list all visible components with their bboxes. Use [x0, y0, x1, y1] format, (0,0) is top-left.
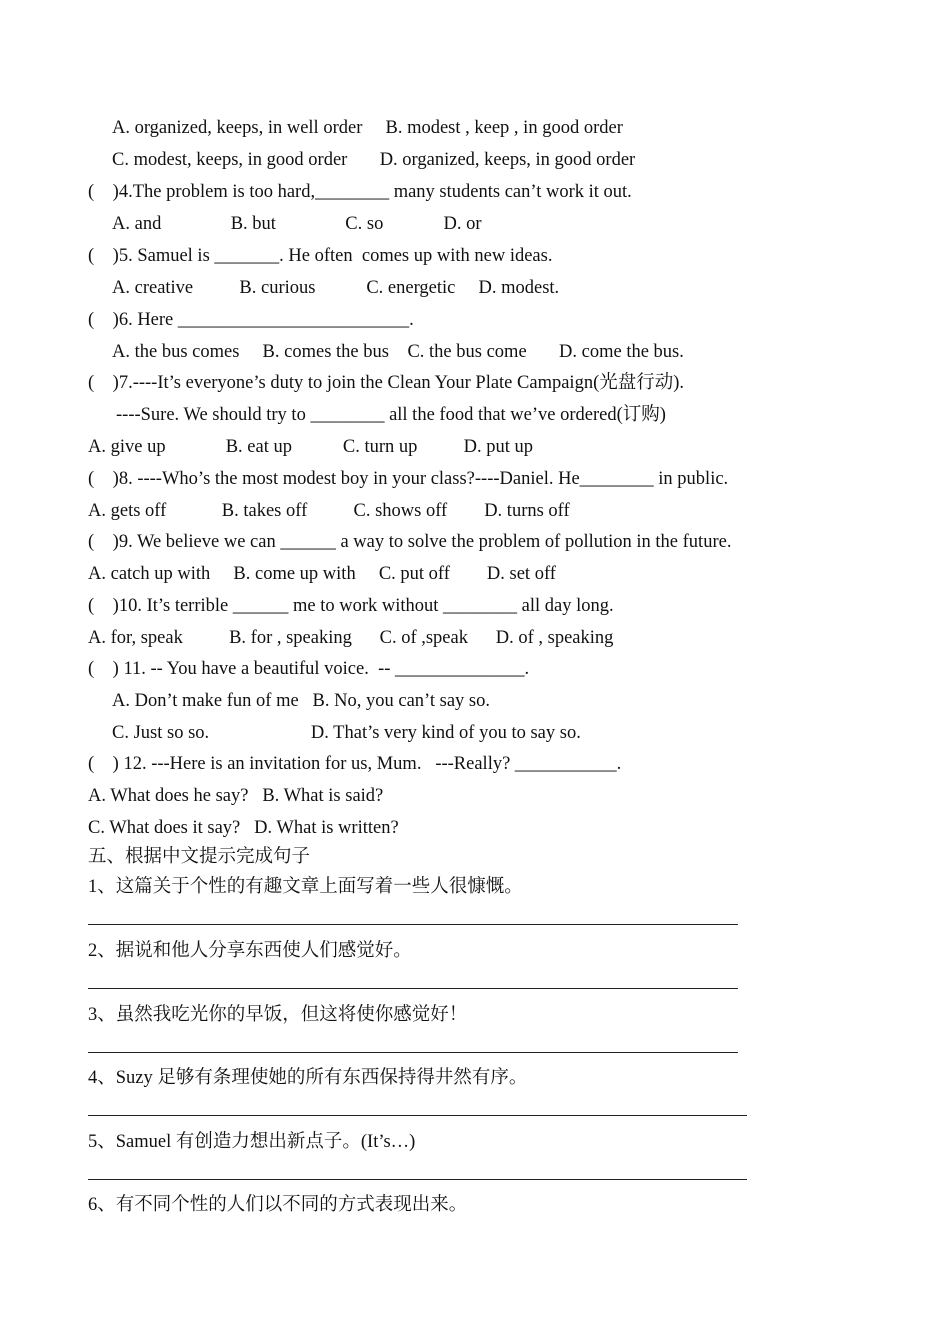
question-4-options: A. and B. but C. so D. or: [112, 214, 482, 234]
question-11-options-ab: A. Don’t make fun of me B. No, you can’t say so.: [112, 691, 490, 711]
question-9-options: A. catch up with B. come up with C. put off D. set off: [88, 564, 556, 584]
translation-item-4: 4、Suzy 足够有条理使她的所有东西保持得井然有序。: [88, 1068, 528, 1088]
question-8-stem: ( )8. ----Who’s the most modest boy in your class?----Daniel. He________ in public.: [88, 469, 729, 489]
answer-line-4: [88, 1115, 747, 1116]
answer-line-3: [88, 1052, 738, 1053]
question-10-options: A. for, speak B. for , speaking C. of ,speak D. of , speaking: [88, 628, 614, 648]
question-11-options-cd: C. Just so so. D. That’s very kind of you to say so.: [112, 723, 581, 743]
translation-item-3: 3、虽然我吃光你的早饭，但这将使你感觉好！: [88, 1005, 468, 1025]
question-7-reply: ----Sure. We should try to ________ all the food that we’ve ordered(订购): [116, 405, 666, 425]
answer-line-5: [88, 1179, 747, 1180]
question-5-stem: ( )5. Samuel is _______. He often comes up with new ideas.: [88, 246, 553, 266]
question-12-options-ab: A. What does he say? B. What is said?: [88, 786, 384, 806]
question-6-options: A. the bus comes B. comes the bus C. the bus come D. come the bus.: [112, 342, 684, 362]
translation-item-2: 2、据说和他人分享东西使人们感觉好。: [88, 941, 412, 961]
translation-item-5: 5、Samuel 有创造力想出新点子。(It’s…): [88, 1132, 416, 1152]
question-12-stem: ( ) 12. ---Here is an invitation for us, Mum. ---Really? ___________.: [88, 754, 622, 774]
question-9-stem: ( )9. We believe we can ______ a way to solve the problem of pollution in the future.: [88, 532, 732, 552]
question-11-stem: ( ) 11. -- You have a beautiful voice. -- ______________.: [88, 659, 530, 679]
translation-item-1: 1、这篇关于个性的有趣文章上面写着一些人很慷慨。: [88, 877, 523, 897]
answer-line-1: [88, 924, 738, 925]
question-5-options: A. creative B. curious C. energetic D. modest.: [112, 278, 560, 298]
section-5-heading: 五、根据中文提示完成句子: [88, 847, 311, 867]
question-7-stem: ( )7.----It’s everyone’s duty to join the Clean Your Plate Campaign(光盘行动).: [88, 373, 685, 393]
question-4-stem: ( )4.The problem is too hard,________ many students can’t work it out.: [88, 182, 632, 202]
question-3-options-ab: A. organized, keeps, in well order B. modest , keep , in good order: [112, 118, 623, 138]
answer-line-2: [88, 988, 738, 989]
question-7-options: A. give up B. eat up C. turn up D. put up: [88, 437, 534, 457]
question-6-stem: ( )6. Here _________________________.: [88, 310, 414, 330]
question-10-stem: ( )10. It’s terrible ______ me to work without ________ all day long.: [88, 596, 614, 616]
question-12-options-cd: C. What does it say? D. What is written?: [88, 818, 399, 838]
question-8-options: A. gets off B. takes off C. shows off D. turns off: [88, 501, 570, 521]
question-3-options-cd: C. modest, keeps, in good order D. organized, keeps, in good order: [112, 150, 636, 170]
translation-item-6: 6、有不同个性的人们以不同的方式表现出来。: [88, 1195, 468, 1215]
